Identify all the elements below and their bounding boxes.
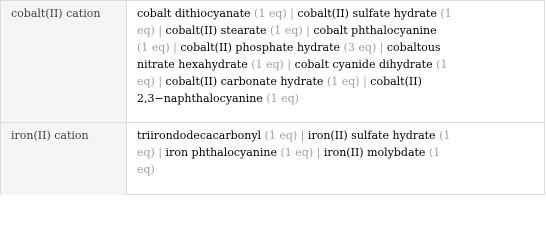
equivalents: (3 eq) xyxy=(343,41,377,54)
compound-name: cobalt(II) xyxy=(370,75,422,88)
compound-name: triirondodecacarbonyl xyxy=(137,129,265,142)
equivalents: (1 eq) xyxy=(270,24,303,37)
separator: | xyxy=(359,75,371,88)
equivalents: (1 xyxy=(436,58,448,71)
compound-name: cobaltous xyxy=(386,41,441,54)
equivalents: (1 xyxy=(428,146,441,159)
table-row xyxy=(1,123,544,195)
compound-name: cobalt(II) carbonate hydrate xyxy=(165,75,327,88)
row-label: iron(II) cation xyxy=(1,123,127,195)
content-line xyxy=(137,144,536,161)
content-line xyxy=(137,39,536,56)
compound-name: cobalt phthalocyanine xyxy=(313,24,437,37)
equivalents: (1 eq) xyxy=(251,58,284,71)
equivalents: eq) xyxy=(137,75,155,88)
row-label: cobalt(II) cation xyxy=(1,1,127,122)
separator: | xyxy=(297,129,308,142)
content-line xyxy=(137,22,536,39)
compound-name: cobalt(II) phosphate hydrate xyxy=(180,41,344,54)
separator: | xyxy=(154,75,166,88)
compound-name: cobalt(II) stearate xyxy=(165,24,271,37)
content-line xyxy=(137,127,536,144)
row-content xyxy=(128,123,544,178)
separator: | xyxy=(313,146,324,159)
equivalents: (1 eq) xyxy=(280,146,314,159)
equivalents: (1 xyxy=(439,129,451,142)
compound-name: nitrate hexahydrate xyxy=(137,58,252,71)
content-line xyxy=(137,73,536,90)
equivalents: (1 eq) xyxy=(254,7,287,20)
table-row xyxy=(1,1,544,123)
compound-name: iron(II) molybdate xyxy=(323,146,429,159)
equivalents: (1 xyxy=(440,7,452,20)
row-content xyxy=(128,1,544,107)
separator: | xyxy=(169,41,181,54)
equivalents: eq) xyxy=(137,146,155,159)
content-line xyxy=(137,161,536,178)
content-line xyxy=(137,56,536,73)
equivalents: (1 eq) xyxy=(264,129,298,142)
equivalents: eq) xyxy=(137,163,155,176)
compound-name: iron(II) sulfate hydrate xyxy=(307,129,440,142)
compound-name: iron phthalocyanine xyxy=(165,146,281,159)
equivalents: (1 eq) xyxy=(326,75,360,88)
separator: | xyxy=(302,24,314,37)
separator: | xyxy=(283,58,295,71)
content-line xyxy=(137,90,536,107)
separator: | xyxy=(286,7,298,20)
compound-name: cobalt dithiocyanate xyxy=(137,7,255,20)
equivalents: (1 eq) xyxy=(266,92,299,105)
separator: | xyxy=(376,41,387,54)
compound-name: cobalt(II) sulfate hydrate xyxy=(297,7,441,20)
equivalents: (1 eq) xyxy=(137,41,170,54)
separator: | xyxy=(154,24,166,37)
compound-name: 2,3−naphthalocyanine xyxy=(137,92,267,105)
content-line xyxy=(137,5,536,22)
compound-name: cobalt cyanide dihydrate xyxy=(294,58,437,71)
separator: | xyxy=(154,146,166,159)
equivalents: eq) xyxy=(137,24,155,37)
